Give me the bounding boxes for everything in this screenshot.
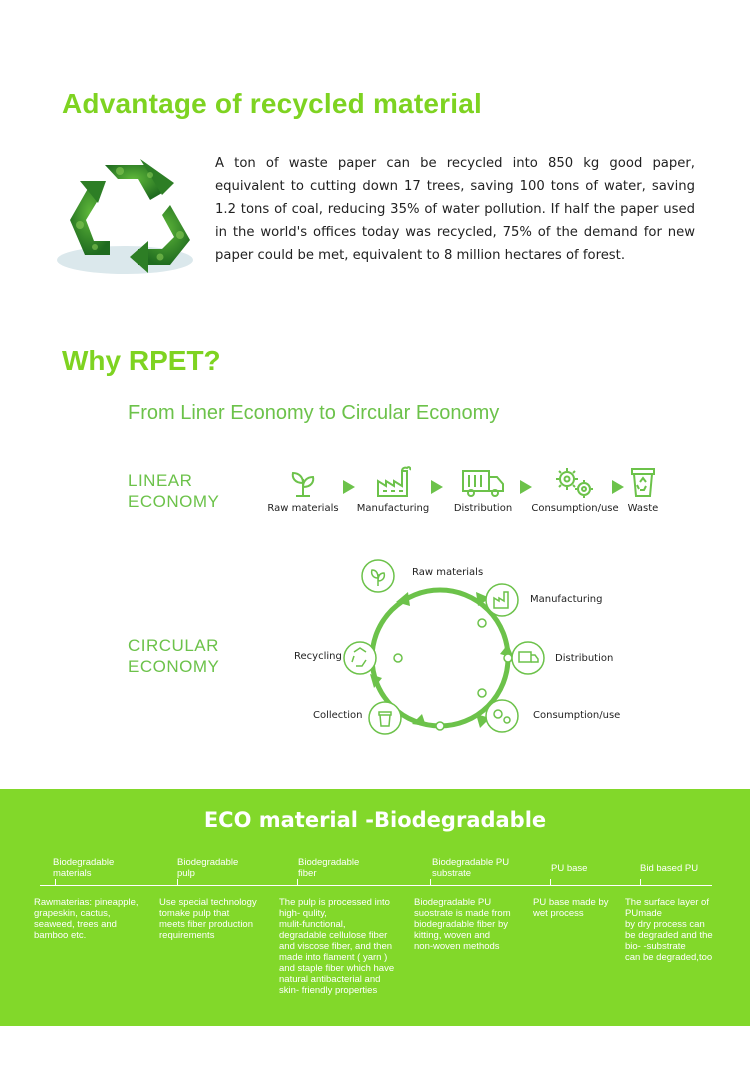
recycling-paragraph: A ton of waste paper can be recycled into 850 kg good paper, equivalent to cutting down 17 trees, saving 100 tons of water, saving 1.2 tons of coal, reducing 35% of water pollution. If half the paper used in the world's offices today was recycled, 75% of the demand for new paper could be met, equivalent to 8 million hectares of forest.	[215, 156, 695, 263]
linear-step-raw-materials	[258, 465, 348, 514]
timeline-heading: Biodegradable PU substrate	[432, 857, 510, 879]
linear-step-manufacturing	[348, 465, 438, 514]
timeline-heading: PU base	[551, 863, 588, 874]
linear-step-label: Waste	[627, 503, 659, 514]
gears-icon	[553, 465, 597, 499]
linear-step-label: Consumption/use	[531, 503, 619, 514]
circular-label-line1: CIRCULAR	[128, 636, 219, 655]
timeline-heading: Biodegradable materials	[53, 857, 115, 879]
timeline-body: Use special technology tomake pulp that meets fiber production requirements	[159, 897, 257, 941]
circular-node-label: Manufacturing	[530, 594, 603, 605]
truck-icon	[461, 465, 505, 499]
circular-economy-diagram	[330, 548, 550, 748]
economy-subtitle: From Liner Economy to Circular Economy	[128, 402, 500, 424]
section-title-why-rpet: Why RPET?	[62, 345, 221, 376]
circular-node-label: Distribution	[555, 653, 614, 664]
linear-step-distribution	[438, 465, 528, 514]
green-recycle-symbol-image	[50, 145, 200, 280]
circular-node-label: Collection	[313, 710, 363, 721]
eco-material-title: ECO material -Biodegradable	[203, 808, 547, 832]
timeline-tick	[550, 879, 551, 885]
linear-label-line2: ECONOMY	[128, 492, 220, 511]
circular-economy-label	[128, 635, 219, 677]
timeline-body: Biodegradable PU suostrate is made from biodegradable fiber by kitting, woven and non-woven methods	[414, 897, 511, 952]
timeline-body: The pulp is processed into high- qulity, mulit-functional, degradable cellulose fiber and viscose fiber, and then made into flament ( yarn ) and staple fiber which have natural antibacterial and skin- friendly properties	[279, 897, 395, 996]
timeline-tick	[430, 879, 431, 885]
timeline-tick	[297, 879, 298, 885]
timeline-tick	[55, 879, 56, 885]
linear-label-line1: LINEAR	[128, 471, 193, 490]
recycle-bin-icon	[626, 465, 660, 499]
circular-node-label: Recycling	[294, 651, 342, 662]
linear-step-label: Distribution	[453, 503, 513, 514]
factory-icon	[375, 465, 411, 499]
timeline-heading: Biodegradable fiber	[298, 857, 360, 879]
sprout-icon	[286, 465, 320, 499]
circular-node-label: Raw materials	[412, 567, 484, 578]
circular-node-label: Consumption/use	[533, 710, 621, 721]
linear-economy-label	[128, 470, 219, 512]
linear-step-label: Raw materials	[267, 503, 339, 514]
linear-step-label: Manufacturing	[356, 503, 430, 514]
timeline-body: PU base made by wet process	[533, 897, 609, 919]
timeline-body: The surface layer of PUmade by dry process can be degraded and the bio- -substrate can be degraded,too	[625, 897, 713, 963]
timeline-body: Rawmaterias: pineapple, grapeskin, cactus, seaweed, trees and bamboo etc.	[34, 897, 139, 941]
circular-label-line2: ECONOMY	[128, 657, 220, 676]
timeline-tick	[177, 879, 178, 885]
linear-step-waste	[598, 465, 688, 514]
timeline-tick	[640, 879, 641, 885]
timeline-heading: Bid based PU	[640, 863, 699, 874]
timeline-heading: Biodegradable pulp	[177, 857, 239, 879]
section-title-advantage: Advantage of recycled material	[62, 88, 482, 119]
timeline-line	[40, 885, 712, 886]
